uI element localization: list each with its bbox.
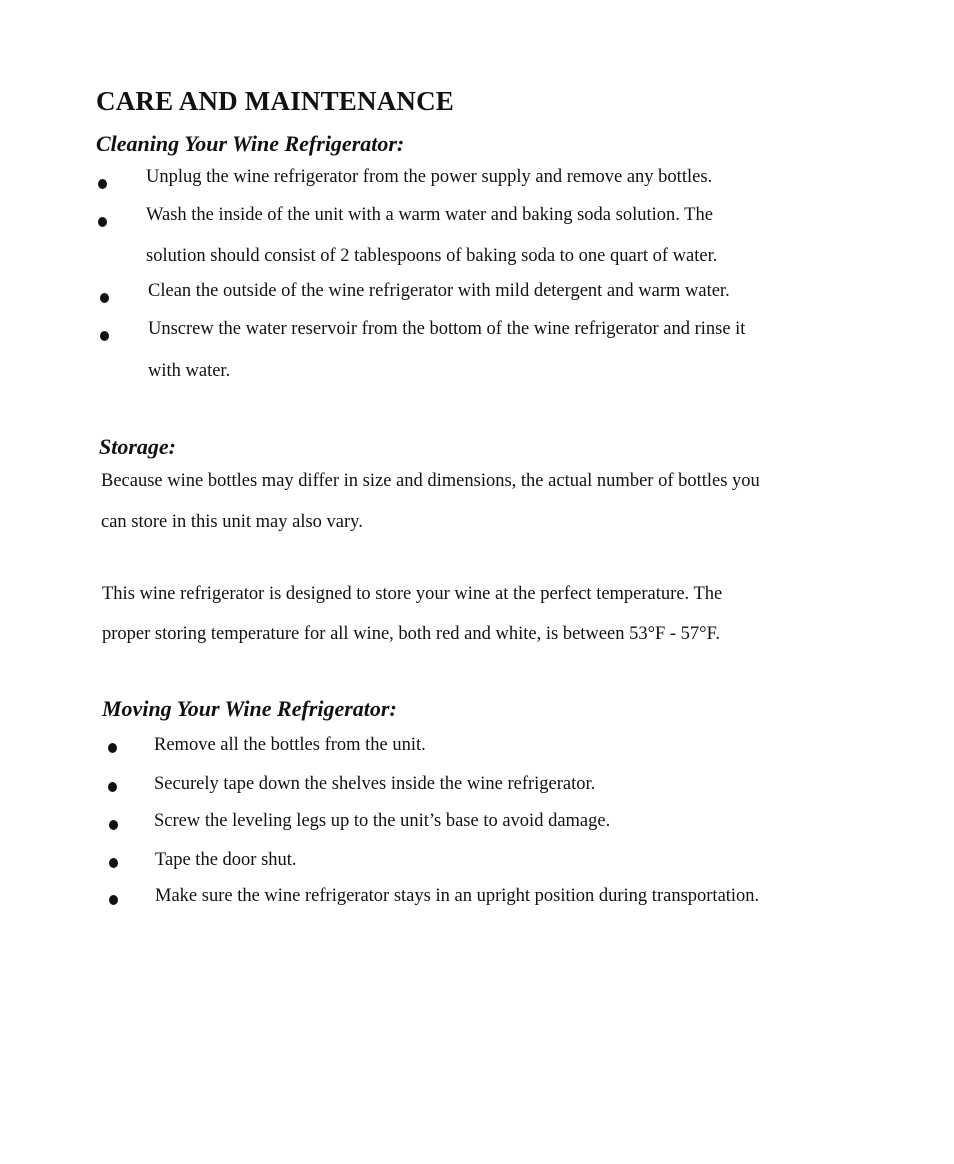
bullet-icon: [98, 179, 107, 189]
storage-paragraph-line: can store in this unit may also vary.: [101, 512, 363, 532]
cleaning-step-text: Unscrew the water reservoir from the bottom of the wine refrigerator and rinse it: [148, 319, 746, 339]
cleaning-step-continuation: with water.: [148, 361, 231, 381]
page-title: CARE AND MAINTENANCE: [96, 86, 455, 116]
moving-step-text: Remove all the bottles from the unit.: [154, 735, 426, 755]
bullet-icon: [109, 820, 118, 830]
bullet-icon: [100, 331, 109, 341]
cleaning-step-text: Wash the inside of the unit with a warm water and baking soda solution. The: [146, 205, 713, 225]
bullet-icon: [108, 782, 117, 792]
bullet-icon: [109, 858, 118, 868]
bullet-icon: [100, 293, 109, 303]
cleaning-step-text: Unplug the wine refrigerator from the power supply and remove any bottles.: [146, 167, 713, 187]
moving-step-text: Make sure the wine refrigerator stays in an upright position during transportation.: [155, 886, 760, 906]
moving-step-text: Securely tape down the shelves inside the wine refrigerator.: [154, 774, 596, 794]
moving-step-text: Screw the leveling legs up to the unit’s base to avoid damage.: [154, 811, 611, 831]
storage-paragraph-line: Because wine bottles may differ in size and dimensions, the actual number of bottles you: [101, 471, 760, 491]
cleaning-step-text: Clean the outside of the wine refrigerator with mild detergent and warm water.: [148, 281, 730, 301]
cleaning-heading: Cleaning Your Wine Refrigerator:: [96, 131, 405, 156]
bullet-icon: [109, 895, 118, 905]
cleaning-step-continuation: solution should consist of 2 tablespoons of baking soda to one quart of water.: [146, 246, 718, 266]
bullet-icon: [108, 743, 117, 753]
moving-heading: Moving Your Wine Refrigerator:: [102, 696, 397, 721]
temperature-paragraph-line: proper storing temperature for all wine, both red and white, is between 53°F - 57°F.: [102, 624, 721, 644]
temperature-paragraph-line: This wine refrigerator is designed to store your wine at the perfect temperature. The: [102, 584, 723, 604]
storage-heading: Storage:: [99, 434, 176, 459]
moving-step-text: Tape the door shut.: [155, 850, 297, 870]
bullet-icon: [98, 217, 107, 227]
